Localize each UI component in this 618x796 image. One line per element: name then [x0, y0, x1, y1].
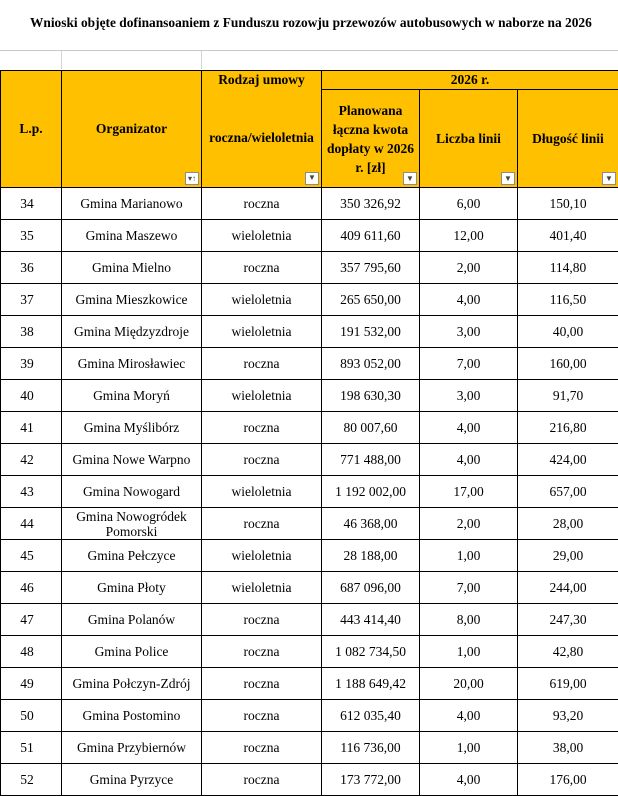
- cell-contract-type[interactable]: wieloletnia: [202, 220, 322, 252]
- cell-lines[interactable]: 8,00: [420, 604, 518, 636]
- cell-organizer[interactable]: Gmina Międzyzdroje: [62, 316, 202, 348]
- cell-amount[interactable]: 173 772,00: [322, 764, 420, 796]
- cell-contract-type[interactable]: wieloletnia: [202, 540, 322, 572]
- cell-lp[interactable]: 39: [1, 348, 62, 380]
- cell-lp[interactable]: 35: [1, 220, 62, 252]
- cell-contract-type[interactable]: roczna: [202, 412, 322, 444]
- header-lp[interactable]: [1, 71, 62, 188]
- cell-lines[interactable]: 1,00: [420, 636, 518, 668]
- cell-lines[interactable]: 2,00: [420, 508, 518, 540]
- cell-lines[interactable]: 4,00: [420, 444, 518, 476]
- header-group-year[interactable]: [322, 71, 618, 90]
- cell-length[interactable]: 91,70: [518, 380, 618, 412]
- cell-length[interactable]: 247,30: [518, 604, 618, 636]
- cell-lines[interactable]: 6,00: [420, 188, 518, 220]
- cell-lines[interactable]: 4,00: [420, 412, 518, 444]
- table-row: [1, 188, 618, 220]
- cell-length[interactable]: 216,80: [518, 412, 618, 444]
- cell-amount[interactable]: 1 188 649,42: [322, 668, 420, 700]
- applications-table: [0, 70, 618, 796]
- cell-amount[interactable]: 771 488,00: [322, 444, 420, 476]
- cell-contract-type[interactable]: roczna: [202, 508, 322, 540]
- table-row: [1, 316, 618, 348]
- cell-contract-type[interactable]: wieloletnia: [202, 572, 322, 604]
- cell-lines[interactable]: 4,00: [420, 700, 518, 732]
- table-row: [1, 284, 618, 316]
- table-row: [1, 220, 618, 252]
- cell-lp[interactable]: 37: [1, 284, 62, 316]
- cell-contract-type[interactable]: wieloletnia: [202, 284, 322, 316]
- cell-length[interactable]: 150,10: [518, 188, 618, 220]
- cell-amount[interactable]: 350 326,92: [322, 188, 420, 220]
- table-row: [1, 636, 618, 668]
- cell-length[interactable]: 657,00: [518, 476, 618, 508]
- cell-amount[interactable]: 46 368,00: [322, 508, 420, 540]
- cell-organizer[interactable]: Gmina Police: [62, 636, 202, 668]
- cell-lp[interactable]: 43: [1, 476, 62, 508]
- table-row: [1, 572, 618, 604]
- cell-amount[interactable]: 443 414,40: [322, 604, 420, 636]
- table-row: [1, 252, 618, 284]
- table-row: [1, 764, 618, 796]
- cell-organizer[interactable]: Gmina Myślibórz: [62, 412, 202, 444]
- table-row: [1, 476, 618, 508]
- table-row: [1, 700, 618, 732]
- cell-organizer[interactable]: Gmina Pełczyce: [62, 540, 202, 572]
- cell-organizer[interactable]: Gmina Płoty: [62, 572, 202, 604]
- cell-contract-type[interactable]: wieloletnia: [202, 380, 322, 412]
- cell-amount[interactable]: 893 052,00: [322, 348, 420, 380]
- table-row: [1, 508, 618, 540]
- cell-lines[interactable]: 4,00: [420, 284, 518, 316]
- cell-amount[interactable]: 612 035,40: [322, 700, 420, 732]
- cell-lines[interactable]: 1,00: [420, 540, 518, 572]
- cell-lines[interactable]: 20,00: [420, 668, 518, 700]
- header-organizer[interactable]: [62, 71, 202, 188]
- cell-organizer[interactable]: Gmina Nowogródek Pomorski: [62, 508, 202, 540]
- cell-length[interactable]: 42,80: [518, 636, 618, 668]
- cell-amount[interactable]: 687 096,00: [322, 572, 420, 604]
- cell-lp[interactable]: 40: [1, 380, 62, 412]
- header-organizer-label: Organizator: [96, 121, 167, 137]
- cell-lines[interactable]: 4,00: [420, 764, 518, 796]
- filter-dropdown-icon[interactable]: ▼: [403, 172, 417, 185]
- header-contract-type[interactable]: [202, 90, 322, 188]
- cell-contract-type[interactable]: roczna: [202, 732, 322, 764]
- header-group-contract-label: Rodzaj umowy: [218, 72, 305, 87]
- cell-organizer[interactable]: Gmina Maszewo: [62, 220, 202, 252]
- cell-length[interactable]: 38,00: [518, 732, 618, 764]
- cell-length[interactable]: 29,00: [518, 540, 618, 572]
- cell-organizer[interactable]: Gmina Połczyn-Zdrój: [62, 668, 202, 700]
- cell-lines[interactable]: 2,00: [420, 252, 518, 284]
- cell-organizer[interactable]: Gmina Moryń: [62, 380, 202, 412]
- table-row: [1, 540, 618, 572]
- sheet-title: Wnioski objęte dofinansoaniem z Funduszu rozowju przewozów autobusowych w naborze na 2026: [30, 15, 592, 31]
- cell-organizer[interactable]: Gmina Mirosławiec: [62, 348, 202, 380]
- cell-lp[interactable]: 49: [1, 668, 62, 700]
- cell-organizer[interactable]: Gmina Marianowo: [62, 188, 202, 220]
- cell-lp[interactable]: 44: [1, 508, 62, 540]
- cell-organizer[interactable]: Gmina Polanów: [62, 604, 202, 636]
- cell-amount[interactable]: 198 630,30: [322, 380, 420, 412]
- filter-dropdown-icon[interactable]: ▼: [602, 172, 616, 185]
- cell-length[interactable]: 176,00: [518, 764, 618, 796]
- cell-lp[interactable]: 46: [1, 572, 62, 604]
- cell-lines[interactable]: 3,00: [420, 316, 518, 348]
- table-row: [1, 348, 618, 380]
- cell-contract-type[interactable]: wieloletnia: [202, 316, 322, 348]
- cell-organizer[interactable]: Gmina Przybiernów: [62, 732, 202, 764]
- cell-amount[interactable]: 265 650,00: [322, 284, 420, 316]
- cell-contract-type[interactable]: roczna: [202, 668, 322, 700]
- header-group-year-label: 2026 r.: [451, 72, 490, 87]
- cell-lp[interactable]: 47: [1, 604, 62, 636]
- cell-length[interactable]: 93,20: [518, 700, 618, 732]
- header-length[interactable]: [518, 90, 618, 188]
- cell-amount[interactable]: 1 082 734,50: [322, 636, 420, 668]
- cell-lp[interactable]: 34: [1, 188, 62, 220]
- cell-organizer[interactable]: Gmina Mieszkowice: [62, 284, 202, 316]
- cell-lp[interactable]: 36: [1, 252, 62, 284]
- cell-length[interactable]: 40,00: [518, 316, 618, 348]
- table-row: [1, 668, 618, 700]
- cell-lp[interactable]: 42: [1, 444, 62, 476]
- cell-contract-type[interactable]: roczna: [202, 604, 322, 636]
- cell-contract-type[interactable]: roczna: [202, 188, 322, 220]
- filter-dropdown-icon[interactable]: ▼: [305, 172, 319, 185]
- cell-organizer[interactable]: Gmina Mielno: [62, 252, 202, 284]
- cell-lines[interactable]: 7,00: [420, 572, 518, 604]
- cell-length[interactable]: 424,00: [518, 444, 618, 476]
- cell-contract-type[interactable]: wieloletnia: [202, 476, 322, 508]
- header-amount[interactable]: [322, 90, 420, 188]
- cell-contract-type[interactable]: roczna: [202, 636, 322, 668]
- cell-lp[interactable]: 41: [1, 412, 62, 444]
- header-contract-type-label: roczna/wieloletnia: [209, 130, 314, 146]
- cell-lines[interactable]: 3,00: [420, 380, 518, 412]
- cell-amount[interactable]: 80 007,60: [322, 412, 420, 444]
- cell-lp[interactable]: 38: [1, 316, 62, 348]
- cell-length[interactable]: 28,00: [518, 508, 618, 540]
- cell-lp[interactable]: 50: [1, 700, 62, 732]
- table-row: [1, 444, 618, 476]
- header-length-label: Długość linii: [532, 131, 604, 147]
- table-row: [1, 732, 618, 764]
- cell-lines[interactable]: 1,00: [420, 732, 518, 764]
- header-group-contract[interactable]: [202, 71, 322, 90]
- cell-gridline: [201, 51, 202, 69]
- sheet-title-row[interactable]: [0, 0, 618, 51]
- cell-amount[interactable]: 357 795,60: [322, 252, 420, 284]
- cell-lines[interactable]: 12,00: [420, 220, 518, 252]
- cell-amount[interactable]: 1 192 002,00: [322, 476, 420, 508]
- cell-lines[interactable]: 17,00: [420, 476, 518, 508]
- cell-contract-type[interactable]: roczna: [202, 348, 322, 380]
- header-lp-label: L.p.: [19, 121, 42, 137]
- cell-organizer[interactable]: Gmina Pyrzyce: [62, 764, 202, 796]
- cell-lp[interactable]: 48: [1, 636, 62, 668]
- cell-contract-type[interactable]: roczna: [202, 700, 322, 732]
- table-row: [1, 604, 618, 636]
- cell-amount[interactable]: 191 532,00: [322, 316, 420, 348]
- cell-length[interactable]: 114,80: [518, 252, 618, 284]
- cell-organizer[interactable]: Gmina Postomino: [62, 700, 202, 732]
- cell-amount[interactable]: 28 188,00: [322, 540, 420, 572]
- table-body: [1, 188, 618, 796]
- header-lines[interactable]: [420, 90, 518, 188]
- header-lines-label: Liczba linii: [436, 131, 501, 147]
- cell-length[interactable]: 160,00: [518, 348, 618, 380]
- cell-length[interactable]: 401,40: [518, 220, 618, 252]
- cell-organizer[interactable]: Gmina Nowogard: [62, 476, 202, 508]
- empty-sheet-row[interactable]: [0, 51, 618, 69]
- cell-lp[interactable]: 45: [1, 540, 62, 572]
- cell-amount[interactable]: 116 736,00: [322, 732, 420, 764]
- cell-contract-type[interactable]: roczna: [202, 444, 322, 476]
- cell-contract-type[interactable]: roczna: [202, 764, 322, 796]
- cell-length[interactable]: 244,00: [518, 572, 618, 604]
- table-row: [1, 412, 618, 444]
- table-row: [1, 380, 618, 412]
- cell-lines[interactable]: 7,00: [420, 348, 518, 380]
- filter-sort-ascending-icon[interactable]: ▾↑: [185, 172, 199, 185]
- cell-organizer[interactable]: Gmina Nowe Warpno: [62, 444, 202, 476]
- filter-dropdown-icon[interactable]: ▼: [501, 172, 515, 185]
- cell-gridline: [61, 51, 62, 69]
- header-amount-label: Planowana łączna kwota dopłaty w 2026 r. [zł]: [322, 101, 419, 177]
- cell-length[interactable]: 619,00: [518, 668, 618, 700]
- cell-lp[interactable]: 51: [1, 732, 62, 764]
- cell-length[interactable]: 116,50: [518, 284, 618, 316]
- cell-contract-type[interactable]: roczna: [202, 252, 322, 284]
- cell-lp[interactable]: 52: [1, 764, 62, 796]
- cell-amount[interactable]: 409 611,60: [322, 220, 420, 252]
